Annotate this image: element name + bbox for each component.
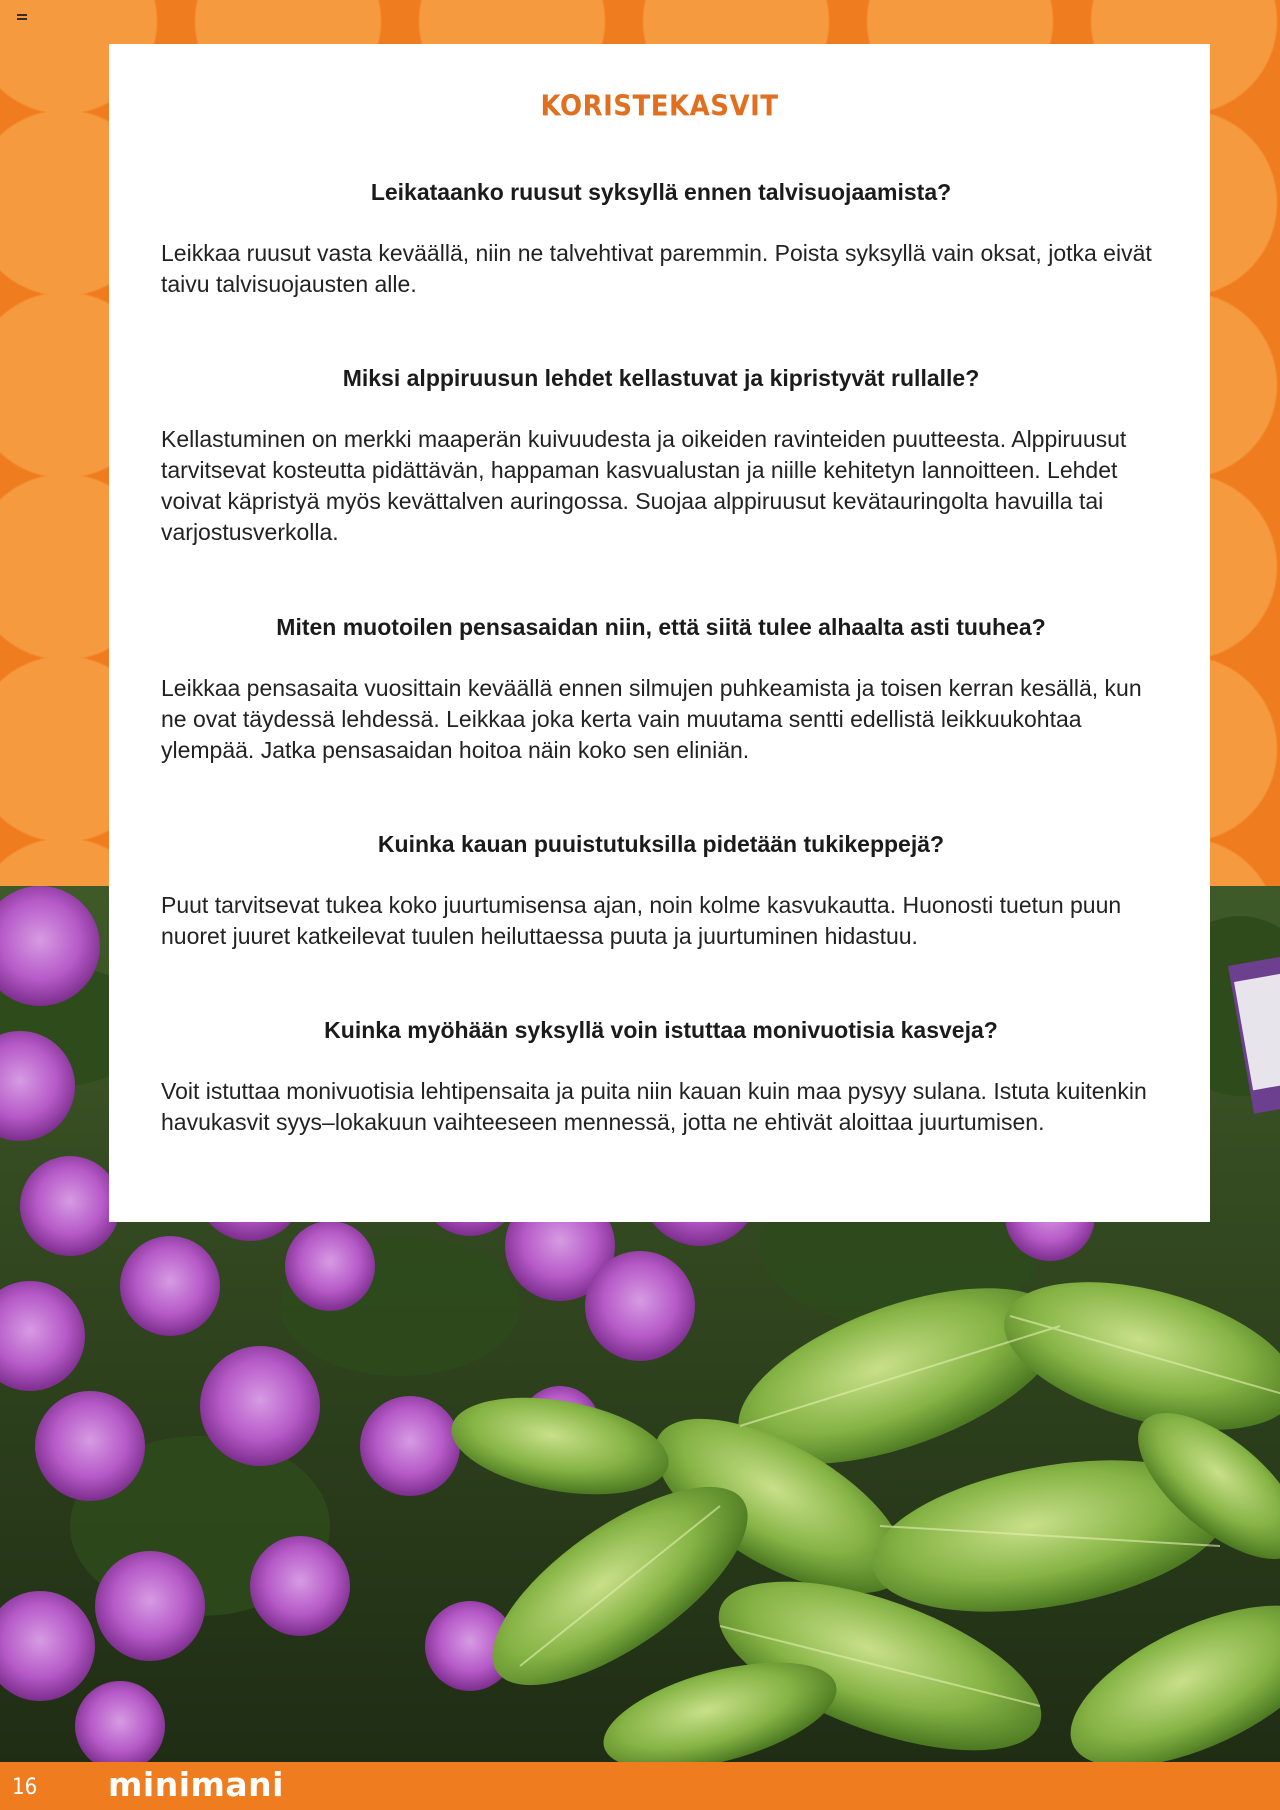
- faq-answer: Leikkaa pensasaita vuosittain keväällä ennen silmujen puhkeamista ja toisen kerran kesällä, kun ne ovat täydessä lehdessä. Leikkaa joka kerta vain muutama sentti edellistä leikkuukohtaa ylempää. Jatka pensasaidan hoitoa näin koko sen eliniän.: [161, 675, 1142, 763]
- faq-question: Kuinka myöhään syksyllä voin istuttaa monivuotisia kasveja?: [324, 1017, 998, 1043]
- faq-answer: Kellastuminen on merkki maaperän kuivuudesta ja oikeiden ravinteiden puutteesta. Alppiruusut tarvitsevat kosteutta pidättävän, happaman kasvualustan ja niille kehitetyn lannoitteen. Lehdet voivat käpristyä myös kevättalven auringossa. Suojaa alppiruusut kevätauringolta havuilla tai varjostusverkolla.: [161, 426, 1127, 545]
- faq-question: Kuinka kauan puuistutuksilla pidetään tukikeppejä?: [377, 831, 945, 857]
- faq-answer: Puut tarvitsevat tukea koko juurtumisensa ajan, noin kolme kasvukautta. Huonosti tuetun puun nuoret juuret katkeilevat tuulen heiluttaessa puuta ja juurtuminen hidastuu.: [161, 892, 1122, 949]
- faq-question: Miksi alppiruusun lehdet kellastuvat ja kipristyvät rullalle?: [342, 365, 980, 391]
- menu-icon[interactable]: [17, 14, 27, 24]
- faq-item: [161, 362, 1161, 548]
- page-number: 16: [12, 1775, 38, 1800]
- page-footer: [0, 1762, 1280, 1810]
- faq-item: [161, 176, 1161, 300]
- faq-question: Miten muotoilen pensasaidan niin, että siitä tulee alhaalta asti tuuhea?: [276, 614, 1046, 640]
- faq-card: [109, 44, 1210, 1222]
- faq-item: [161, 1014, 1161, 1138]
- faq-answer: Voit istuttaa monivuotisia lehtipensaita ja puita niin kauan kuin maa pysyy sulana. Istuta kuitenkin havukasvit syys–lokakuun vaihteeseen mennessä, jotta ne ehtivät aloittaa juurtumisen.: [161, 1078, 1147, 1135]
- brand-logo: minimani: [108, 1765, 284, 1804]
- faq-item: [161, 828, 1161, 952]
- faq-question: Leikataanko ruusut syksyllä ennen talvisuojaamista?: [370, 179, 952, 205]
- section-title: KORISTEKASVIT: [540, 90, 779, 124]
- faq-answer: Leikkaa ruusut vasta keväällä, niin ne talvehtivat paremmin. Poista syksyllä vain oksat, jotka eivät taivu talvisuojausten alle.: [161, 240, 1152, 297]
- faq-item: [161, 611, 1161, 766]
